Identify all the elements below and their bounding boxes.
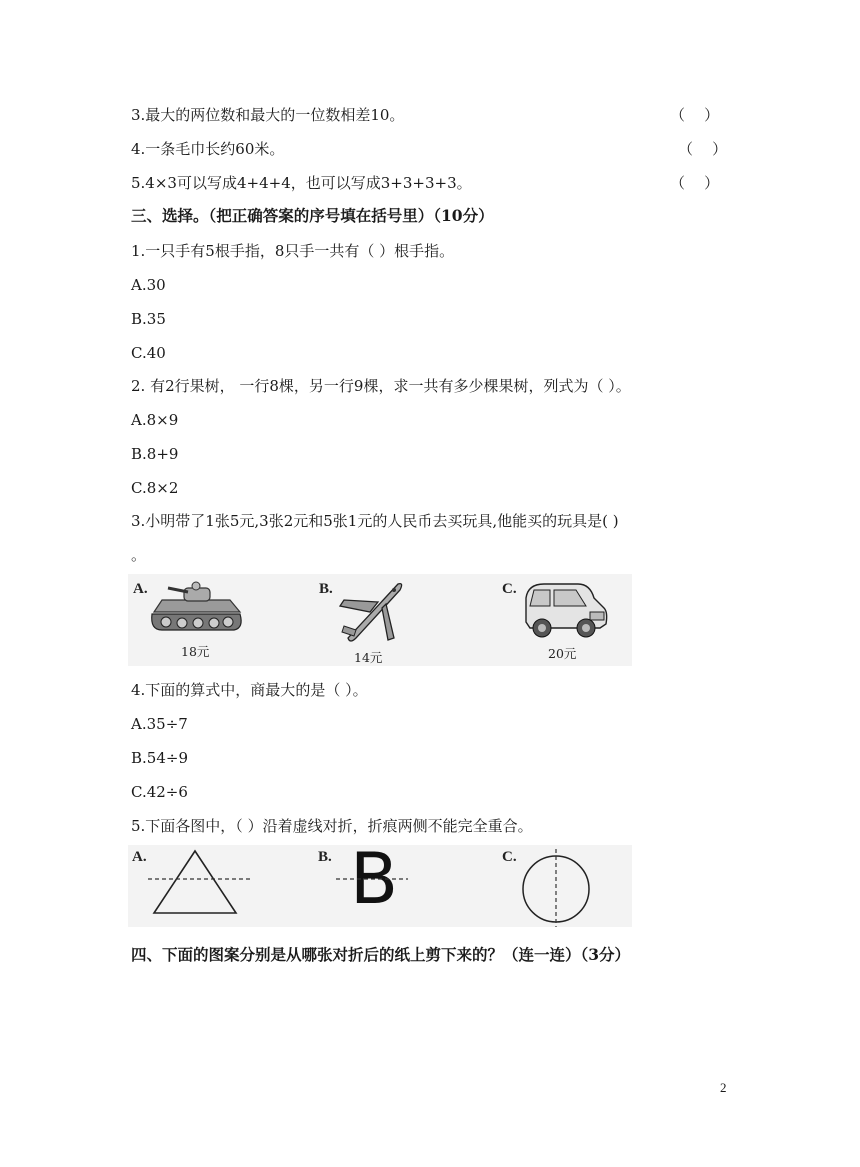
judge-item-5: 5.4×3可以写成4+4+4，也可以写成3+3+3+3。 (131, 174, 472, 192)
fold-shapes-figure (128, 838, 632, 927)
q1-option-a[interactable]: A.30 (131, 276, 166, 294)
answer-paren[interactable]: （ ） (670, 106, 720, 124)
q1-option-c[interactable]: C.40 (131, 344, 166, 362)
q4-option-c[interactable]: C.42÷6 (131, 783, 188, 801)
car-icon[interactable] (520, 578, 610, 642)
option-letter: B. (319, 581, 333, 597)
triangle-icon[interactable] (146, 847, 256, 917)
tank-icon[interactable] (148, 578, 244, 634)
q1-option-b[interactable]: B.35 (131, 310, 166, 328)
q1-stem: 1.一只手有5根手指，8只手一共有（ ）根手指。 (131, 242, 455, 260)
option-letter: C. (502, 581, 517, 597)
section-4-heading: 四、下面的图案分别是从哪张对折后的纸上剪下来的？（连一连）（3分） (131, 945, 631, 964)
q4-option-b[interactable]: B.54÷9 (131, 749, 188, 767)
q4-option-a[interactable]: A.35÷7 (131, 715, 188, 733)
q2-option-b[interactable]: B.8+9 (131, 445, 179, 463)
toy-figure (128, 574, 632, 666)
price-label: 14元 (354, 650, 383, 665)
answer-paren[interactable]: （ ） (678, 140, 728, 158)
q4-stem: 4.下面的算式中，商最大的是（ ）。 (131, 681, 368, 699)
q2-stem: 2. 有2行果树， 一行8棵，另一行9棵，求一共有多少棵果树，列式为（ ）。 (131, 377, 631, 395)
price-label: 20元 (548, 646, 577, 661)
letter-b-glyph: B (350, 838, 399, 920)
q2-option-c[interactable]: C.8×2 (131, 479, 179, 497)
section-3-heading: 三、选择。（把正确答案的序号填在括号里）（10分） (131, 206, 494, 225)
q3-stem-end: 。 (131, 546, 147, 564)
option-letter: A. (133, 581, 148, 597)
option-letter: C. (502, 849, 517, 865)
letter-b-icon[interactable] (334, 838, 414, 920)
airplane-icon[interactable] (336, 578, 406, 646)
circle-icon[interactable] (520, 847, 590, 927)
judge-item-3: 3.最大的两位数和最大的一位数相差10。 (131, 106, 405, 124)
judge-item-4: 4.一条毛巾长约60米。 (131, 140, 285, 158)
option-letter: B. (318, 849, 332, 865)
price-label: 18元 (181, 644, 210, 659)
answer-paren[interactable]: （ ） (670, 174, 720, 192)
page-number: 2 (720, 1080, 727, 1095)
q3-stem: 3.小明带了1张5元,3张2元和5张1元的人民币去买玩具,他能买的玩具是( ) (131, 512, 619, 530)
option-letter: A. (132, 849, 147, 865)
q5-stem: 5.下面各图中，（ ）沿着虚线对折，折痕两侧不能完全重合。 (131, 817, 533, 835)
q2-option-a[interactable]: A.8×9 (131, 411, 179, 429)
